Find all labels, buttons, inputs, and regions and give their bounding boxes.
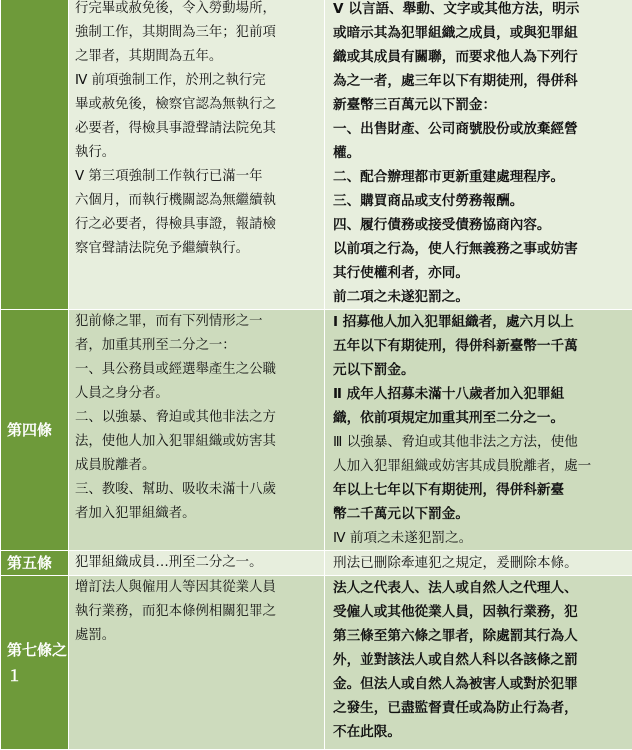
text-line: Ⅳ 前項強制工作，於刑之執行完	[75, 69, 320, 93]
text-line: 幣二千萬元以下罰金。	[333, 502, 628, 526]
text-line: 成員脫離者。	[75, 454, 320, 478]
text-line: 執行。	[75, 141, 320, 165]
amended-text-cell	[325, 0, 632, 310]
original-text-cell	[69, 576, 325, 750]
text-line: 三、購買商品或支付勞務報酬。	[333, 189, 628, 213]
original-text-cell	[69, 551, 325, 576]
text-line: 金。但法人或自然人為被害人或對於犯罪	[333, 672, 628, 696]
text-line: 前二項之未遂犯罰之。	[333, 285, 628, 309]
text-line: 法，使他人加入犯罪組織或妨害其	[75, 430, 320, 454]
text-line: 畢或赦免後，檢察官認為無執行之	[75, 93, 320, 117]
text-line: 或暗示其為犯罪組織之成員，或與犯罪組	[333, 21, 628, 45]
article-label: 第五條	[7, 554, 52, 572]
text-line: 執行業務，而犯本條例相關犯罪之	[75, 600, 320, 624]
text-line: 必要者，得檢具事證聲請法院免其	[75, 117, 320, 141]
text-line: 六個月，而執行機關認為無繼續執	[75, 189, 320, 213]
text-line: 之罪者，其期間為五年。	[75, 45, 320, 69]
article-label: 第四條	[7, 421, 52, 439]
text-line: 行之必要者，得檢具事證，報請檢	[75, 213, 320, 237]
text-line: 強制工作，其期間為三年；犯前項	[75, 21, 320, 45]
text-line: 法人之代表人、法人或自然人之代理人、	[333, 576, 628, 600]
text-line: 三、教唆、幫助、吸收未滿十八歲	[75, 478, 320, 502]
text-line: 者，加重其刑至二分之一：	[75, 334, 320, 358]
amended-text-cell	[325, 576, 632, 750]
text-line: 增訂法人與僱用人等因其從業人員	[75, 576, 320, 600]
text-line: 不在此限。	[333, 720, 628, 744]
article-label-cell	[1, 551, 69, 576]
table-row-article-5	[1, 551, 632, 576]
text-line: 一、具公務員或經選舉產生之公職	[75, 358, 320, 382]
text-line: 元以下罰金。	[333, 358, 628, 382]
text-line: 以前項之行為，使人行無義務之事或妨害	[333, 237, 628, 261]
table-row-article-7-1	[1, 576, 632, 750]
text-line: 權。	[333, 141, 628, 165]
text-line: 織，依前項規定加重其刑至二分之一。	[333, 406, 628, 430]
text-line: 五年以下有期徒刑，得併科新臺幣一千萬	[333, 334, 628, 358]
text-line: 其行使權利者，亦同。	[333, 261, 628, 285]
text-line: 之發生，已盡監督責任或為防止行為者，	[333, 696, 628, 720]
text-line: 外，並對該法人或自然人科以各該條之罰	[333, 648, 628, 672]
text-line: 新臺幣三百萬元以下罰金：	[333, 93, 628, 117]
original-text-cell	[69, 310, 325, 551]
article-label-cell	[1, 576, 69, 750]
text-line: 察官聲請法院免予繼續執行。	[75, 237, 320, 261]
text-line: 犯前條之罪，而有下列情形之一	[75, 310, 320, 334]
article-label-cell	[1, 0, 69, 310]
text-line: 織或其成員有關聯，而要求他人為下列行	[333, 45, 628, 69]
text-line: Ⅳ 前項之未遂犯罰之。	[333, 526, 628, 550]
text-line: 者加入犯罪組織者。	[75, 502, 320, 526]
text-line: Ⅲ 以強暴、脅迫或其他非法之方法，使他	[333, 430, 628, 454]
text-line: 處罰。	[75, 624, 320, 648]
text-line: Ⅴ 以言語、舉動、文字或其他方法，明示	[333, 0, 628, 21]
amended-text-cell	[325, 310, 632, 551]
text-line: 二、以強暴、脅迫或其他非法之方	[75, 406, 320, 430]
original-text-cell	[69, 0, 325, 310]
text-line: 人員之身分者。	[75, 382, 320, 406]
text-line: 二、配合辦理都市更新重建處理程序。	[333, 165, 628, 189]
text-line: 行完畢或赦免後，令入勞動場所，	[75, 0, 320, 21]
text-line: 第三條至第六條之罪者，除處罰其行為人	[333, 624, 628, 648]
text-line: 四、履行債務或接受債務協商內容。	[333, 213, 628, 237]
article-label: 第七條之１	[7, 641, 67, 685]
text-line: Ⅱ 成年人招募未滿十八歲者加入犯罪組	[333, 382, 628, 406]
article-label-cell	[1, 310, 69, 551]
text-line: Ⅴ 第三項強制工作執行已滿一年	[75, 165, 320, 189]
amended-text-cell	[325, 551, 632, 576]
text-line: 年以上七年以下有期徒刑，得併科新臺	[333, 478, 628, 502]
text-line: 為之一者，處三年以下有期徒刑，得併科	[333, 69, 628, 93]
text-line: 刑法已刪除牽連犯之規定，爰刪除本條。	[333, 551, 628, 575]
text-line: Ⅰ 招募他人加入犯罪組織者，處六月以上	[333, 310, 628, 334]
table-row-article-4	[1, 310, 632, 551]
table-row-continuation	[1, 0, 632, 310]
text-line: 人加入犯罪組織或妨害其成員脫離者，處一	[333, 454, 628, 478]
text-line: 受僱人或其他從業人員，因執行業務，犯	[333, 600, 628, 624]
text-line: 一、出售財產、公司商號股份或放棄經營	[333, 117, 628, 141]
text-line: 犯罪組織成員…刑至二分之一。	[75, 551, 320, 575]
